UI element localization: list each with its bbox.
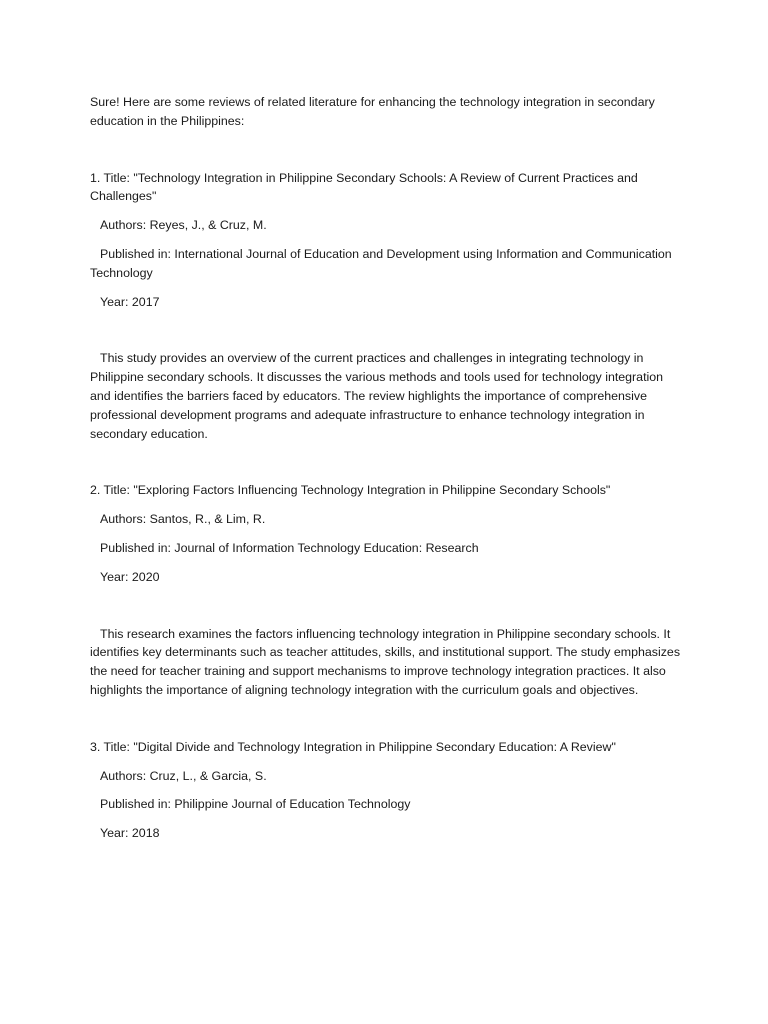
entry-publication: Published in: Philippine Journal of Education Technology (100, 797, 411, 812)
literature-entry-1 (90, 169, 680, 444)
entry-title: 1. Title: "Technology Integration in Philippine Secondary Schools: A Review of Current Practices and Challenges" (90, 170, 638, 204)
literature-entry-3 (90, 738, 680, 843)
document-body (90, 93, 680, 843)
entry-publication: Published in: International Journal of Education and Development using Information and Communication Technology (90, 246, 672, 280)
entry-year: Year: 2018 (100, 826, 160, 841)
literature-entry-2 (90, 481, 680, 699)
entry-summary: This research examines the factors influencing technology integration in Philippine secondary schools. It identifies key determinants such as teacher attitudes, skills, and institutional support. The study emphasizes the need for teacher training and support mechanisms to improve technology integration practices. It also highlights the importance of aligning technology integration with the curriculum goals and objectives. (90, 626, 681, 697)
entry-summary: This study provides an overview of the current practices and challenges in integrating technology in Philippine secondary schools. It discusses the various methods and tools used for technology integration and identifies the barriers faced by educators. The review highlights the importance of comprehensive professional development programs and adequate infrastructure to enhance technology integration in secondary education. (90, 351, 664, 441)
entry-title: 3. Title: "Digital Divide and Technology Integration in Philippine Secondary Education: A Review" (90, 739, 616, 754)
entry-authors: Authors: Reyes, J., & Cruz, M. (100, 218, 267, 233)
entry-year: Year: 2020 (100, 569, 160, 584)
entry-authors: Authors: Santos, R., & Lim, R. (100, 512, 266, 527)
entry-title: 2. Title: "Exploring Factors Influencing Technology Integration in Philippine Secondary Schools" (90, 483, 611, 498)
intro-paragraph: Sure! Here are some reviews of related literature for enhancing the technology integration in secondary education in the Philippines: (90, 95, 655, 128)
entry-publication: Published in: Journal of Information Technology Education: Research (100, 540, 479, 555)
entry-authors: Authors: Cruz, L., & Garcia, S. (100, 768, 267, 783)
entry-year: Year: 2017 (100, 294, 160, 309)
